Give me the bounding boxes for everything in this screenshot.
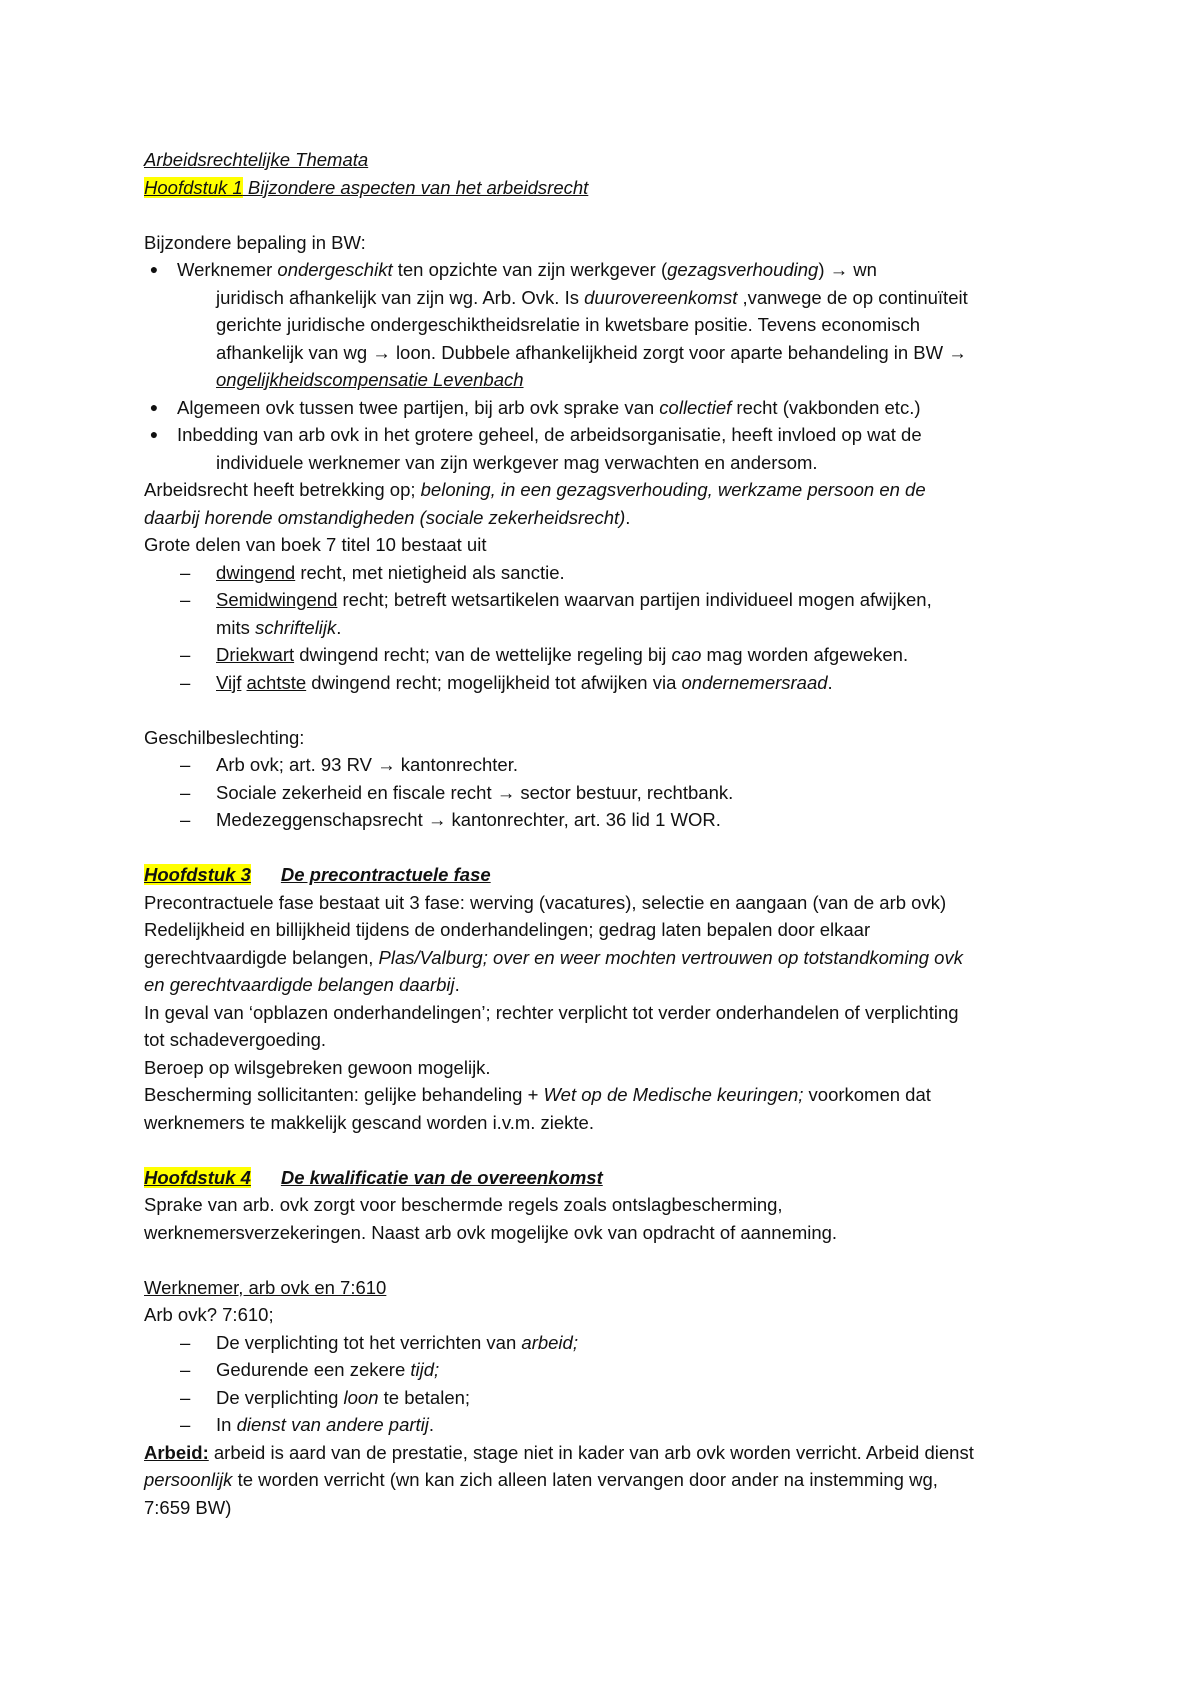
dash-item: – Medezeggenschapsrecht → kantonrechter, art. 36 lid 1 WOR. bbox=[216, 806, 1074, 834]
bullet-continuation: afhankelijk van wg → loon. Dubbele afhankelijkheid zorgt voor aparte behandeling in BW → bbox=[216, 341, 967, 363]
paragraph: gerechtvaardigde belangen, Plas/Valburg; over en weer mochten vertrouwen op totstandkoming ovk bbox=[144, 946, 963, 968]
paragraph: 7:659 BW) bbox=[144, 1496, 232, 1518]
chapter-title: Bijzondere aspecten van het arbeidsrecht bbox=[242, 176, 589, 198]
chapter-title: De precontractuele fase bbox=[280, 864, 491, 885]
dash-icon: – bbox=[180, 644, 191, 665]
paragraph: Grote delen van boek 7 titel 10 bestaat uit bbox=[144, 534, 487, 555]
bullet-continuation: ongelijkheidscompensatie Levenbach bbox=[216, 369, 524, 390]
blank-line bbox=[144, 696, 1074, 724]
paragraph: Geschilbeslechting: bbox=[144, 726, 305, 748]
chapter-3-heading bbox=[144, 861, 1074, 889]
dash-item: – Semidwingend recht; betreft wetsartikelen waarvan partijen individueel mogen afwijken, bbox=[216, 586, 1074, 614]
chapter-label: Hoofdstuk 3 bbox=[144, 864, 251, 885]
paragraph: Arb ovk? 7:610; bbox=[144, 1304, 274, 1325]
dash-icon: – bbox=[180, 1331, 191, 1353]
paragraph: persoonlijk te worden verricht (wn kan zich alleen laten vervangen door ander na instemming wg, bbox=[144, 1469, 938, 1490]
dash-icon: – bbox=[180, 671, 191, 693]
blank-line bbox=[144, 1136, 1074, 1164]
bullet-item: ● Algemeen ovk tussen twee partijen, bij arb ovk sprake van collectief recht (vakbonden etc.) bbox=[177, 394, 1074, 422]
dash-item: – In dienst van andere partij. bbox=[216, 1411, 1074, 1439]
dash-item: – Vijf achtste dwingend recht; mogelijkheid tot afwijken via ondernemersraad. bbox=[216, 669, 1074, 697]
paragraph: tot schadevergoeding. bbox=[144, 1029, 327, 1050]
dash-item: – Sociale zekerheid en fiscale recht → sector bestuur, rechtbank. bbox=[216, 779, 1074, 807]
bullet-continuation: gerichte juridische ondergeschiktheidsrelatie in kwetsbare positie. Tevens economisch bbox=[216, 314, 921, 335]
dash-item: – De verplichting loon te betalen; bbox=[216, 1384, 1074, 1412]
blank-line bbox=[144, 1246, 1074, 1274]
paragraph: werknemersverzekeringen. Naast arb ovk mogelijke ovk van opdracht of aanneming. bbox=[144, 1221, 838, 1243]
chapter-4-heading bbox=[144, 1164, 1074, 1192]
bullet-item: ● Inbedding van arb ovk in het grotere geheel, de arbeidsorganisatie, heeft invloed op wat de bbox=[177, 421, 1074, 449]
dash-icon: – bbox=[180, 1359, 191, 1380]
chapter-label: Hoofdstuk 1 bbox=[144, 176, 243, 198]
paragraph: Arbeid: arbeid is aard van de prestatie, stage niet in kader van arb ovk worden verricht. Arbeid dienst bbox=[144, 1441, 974, 1463]
paragraph: Bijzondere bepaling in BW: bbox=[144, 231, 366, 253]
bullet-continuation: juridisch afhankelijk van zijn wg. Arb. Ovk. Is duurovereenkomst ,vanwege de op continuïteit bbox=[216, 286, 968, 308]
bullet-icon: ● bbox=[149, 398, 159, 415]
blank-line bbox=[144, 834, 1074, 862]
bullet-item: ● Werknemer ondergeschikt ten opzichte van zijn werkgever (gezagsverhouding) → wn bbox=[177, 256, 1074, 284]
chapter-title: De kwalificatie van de overeenkomst bbox=[280, 1166, 603, 1188]
paragraph: Arbeidsrecht heeft betrekking op; beloning, in een gezagsverhouding, werkzame persoon en de bbox=[144, 479, 926, 500]
chapter-label: Hoofdstuk 4 bbox=[144, 1166, 251, 1188]
dash-item: – dwingend recht, met nietigheid als sanctie. bbox=[216, 559, 1074, 587]
paragraph: daarbij horende omstandigheden (sociale zekerheidsrecht). bbox=[144, 506, 631, 528]
dash-item: – Gedurende een zekere tijd; bbox=[216, 1356, 1074, 1384]
paragraph: In geval van ‘opblazen onderhandelingen’; rechter verplicht tot verder onderhandelen of verplichting bbox=[144, 1001, 959, 1023]
paragraph: Sprake van arb. ovk zorgt voor beschermde regels zoals ontslagbescherming, bbox=[144, 1194, 783, 1215]
subheading: Werknemer, arb ovk en 7:610 bbox=[144, 1276, 387, 1298]
dash-icon: – bbox=[180, 754, 191, 775]
bullet-icon: ● bbox=[149, 426, 159, 442]
dash-icon: – bbox=[180, 781, 191, 803]
dash-continuation: mits schriftelijk. bbox=[216, 616, 342, 638]
paragraph: Beroep op wilsgebreken gewoon mogelijk. bbox=[144, 1056, 491, 1078]
paragraph: Redelijkheid en billijkheid tijdens de onderhandelingen; gedrag laten bepalen door elkaar bbox=[144, 919, 871, 940]
blank-line bbox=[144, 201, 1074, 229]
dash-item: – Arb ovk; art. 93 RV → kantonrechter. bbox=[216, 751, 1074, 779]
paragraph: Bescherming sollicitanten: gelijke behandeling + Wet op de Medische keuringen; voorkomen dat bbox=[144, 1084, 931, 1105]
dash-icon: – bbox=[180, 561, 191, 583]
bullet-icon: ● bbox=[149, 261, 159, 277]
dash-item: – De verplichting tot het verrichten van arbeid; bbox=[216, 1329, 1074, 1357]
dash-icon: – bbox=[180, 1414, 191, 1435]
dash-icon: – bbox=[180, 1386, 191, 1408]
dash-icon: – bbox=[180, 589, 191, 610]
bullet-continuation: individuele werknemer van zijn werkgever mag verwachten en andersom. bbox=[216, 451, 818, 473]
chapter-1-heading bbox=[144, 174, 1074, 202]
dash-icon: – bbox=[180, 809, 191, 830]
document-title: Arbeidsrechtelijke Themata bbox=[144, 149, 369, 170]
paragraph: en gerechtvaardigde belangen daarbij. bbox=[144, 974, 460, 995]
paragraph: Precontractuele fase bestaat uit 3 fase: werving (vacatures), selectie en aangaan (van de arb ovk) bbox=[144, 891, 947, 913]
document-body bbox=[144, 146, 1074, 1521]
dash-item: – Driekwart dwingend recht; van de wettelijke regeling bij cao mag worden afgeweken. bbox=[216, 641, 1074, 669]
paragraph: werknemers te makkelijk gescand worden i.v.m. ziekte. bbox=[144, 1111, 594, 1133]
